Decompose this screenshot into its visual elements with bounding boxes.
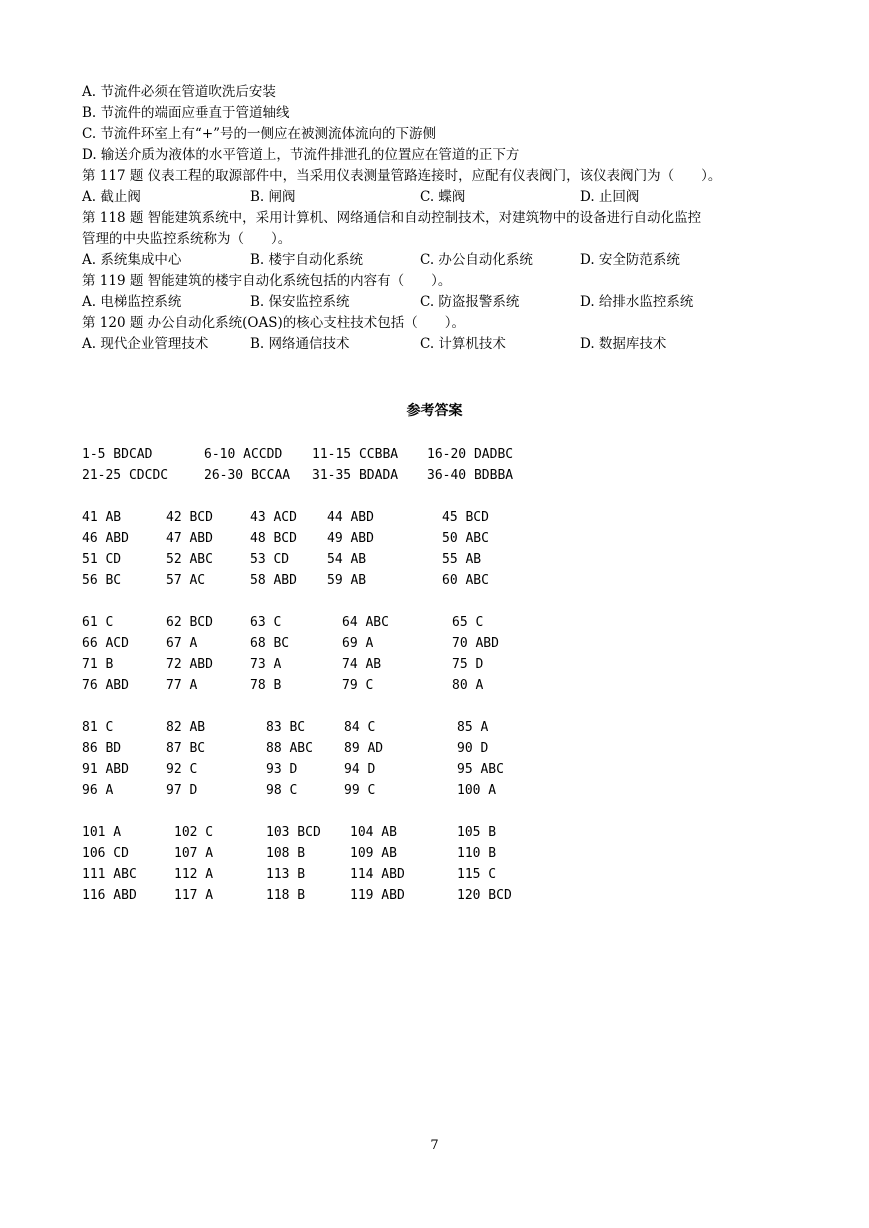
answer-entry: 80 A bbox=[452, 678, 484, 693]
answer-entry: 59 AB bbox=[327, 573, 367, 588]
answer-entry: 120 BCD bbox=[457, 888, 512, 903]
q120-option-a: A. 现代企业管理技术 bbox=[82, 336, 209, 352]
q120-option-b: B. 网络通信技术 bbox=[250, 336, 350, 352]
answer-entry: 85 A bbox=[457, 720, 489, 735]
answer-entry: 78 B bbox=[250, 678, 282, 693]
q118-stem-line1: 第 118 题 智能建筑系统中，采用计算机、网络通信和自动控制技术，对建筑物中的设备进行自动化监控 bbox=[82, 210, 702, 226]
answer-entry: 93 D bbox=[266, 762, 298, 777]
answer-entry: 6-10 ACCDD bbox=[204, 447, 283, 462]
answer-entry: 47 ABD bbox=[166, 531, 213, 546]
answer-entry: 87 BC bbox=[166, 741, 206, 756]
answer-entry: 60 ABC bbox=[442, 573, 489, 588]
answer-entry: 76 ABD bbox=[82, 678, 129, 693]
q118-stem-line2: 管理的中央监控系统称为（ ）。 bbox=[82, 231, 292, 247]
answer-entry: 98 C bbox=[266, 783, 298, 798]
answer-entry: 55 AB bbox=[442, 552, 482, 567]
q120-options bbox=[82, 334, 802, 355]
answer-entry: 16-20 DADBC bbox=[427, 447, 514, 462]
q118-option-c: C. 办公自动化系统 bbox=[420, 252, 533, 268]
answer-entry: 1-5 BDCAD bbox=[82, 447, 153, 462]
answer-entry: 112 A bbox=[174, 867, 214, 882]
answer-entry: 115 C bbox=[457, 867, 497, 882]
page-number: 7 bbox=[430, 1138, 439, 1153]
q117-option-c: C. 蝶阀 bbox=[420, 189, 466, 205]
answer-entry: 86 BD bbox=[82, 741, 122, 756]
answer-entry: 82 AB bbox=[166, 720, 206, 735]
answer-entry: 102 C bbox=[174, 825, 214, 840]
answer-entry: 21-25 CDCDC bbox=[82, 468, 169, 483]
q116-option-a: A. 节流件必须在管道吹洗后安装 bbox=[82, 84, 276, 100]
answer-entry: 56 BC bbox=[82, 573, 122, 588]
q116-option-c: C. 节流件环室上有“+”号的一侧应在被测流体流向的下游侧 bbox=[82, 126, 437, 142]
answer-entry: 96 A bbox=[82, 783, 114, 798]
answer-entry: 89 AD bbox=[344, 741, 384, 756]
answer-entry: 31-35 BDADA bbox=[312, 468, 399, 483]
answer-entry: 54 AB bbox=[327, 552, 367, 567]
answer-entry: 79 C bbox=[342, 678, 374, 693]
answer-entry: 95 ABC bbox=[457, 762, 504, 777]
answer-entry: 43 ACD bbox=[250, 510, 297, 525]
q116-option-b: B. 节流件的端面应垂直于管道轴线 bbox=[82, 105, 290, 121]
answer-entry: 108 B bbox=[266, 846, 306, 861]
answer-entry: 81 C bbox=[82, 720, 114, 735]
q119-stem: 第 119 题 智能建筑的楼宇自动化系统包括的内容有（ ）。 bbox=[82, 273, 452, 289]
answer-entry: 118 B bbox=[266, 888, 306, 903]
answer-entry: 58 ABD bbox=[250, 573, 297, 588]
answer-entry: 41 AB bbox=[82, 510, 122, 525]
answer-entry: 49 ABD bbox=[327, 531, 374, 546]
answer-entry: 74 AB bbox=[342, 657, 382, 672]
answer-entry: 42 BCD bbox=[166, 510, 213, 525]
answer-entry: 99 C bbox=[344, 783, 376, 798]
answer-entry: 103 BCD bbox=[266, 825, 321, 840]
answer-entry: 119 ABD bbox=[350, 888, 405, 903]
answer-entry: 75 D bbox=[452, 657, 484, 672]
answer-entry: 72 ABD bbox=[166, 657, 213, 672]
answer-entry: 101 A bbox=[82, 825, 122, 840]
answer-entry: 111 ABC bbox=[82, 867, 137, 882]
answer-entry: 109 AB bbox=[350, 846, 397, 861]
answer-entry: 48 BCD bbox=[250, 531, 297, 546]
answer-entry: 105 B bbox=[457, 825, 497, 840]
answer-entry: 44 ABD bbox=[327, 510, 374, 525]
q120-option-c: C. 计算机技术 bbox=[420, 336, 506, 352]
q119-option-c: C. 防盗报警系统 bbox=[420, 294, 520, 310]
q118-option-b: B. 楼宇自动化系统 bbox=[250, 252, 364, 268]
q118-option-a: A. 系统集成中心 bbox=[82, 252, 182, 268]
answer-entry: 57 AC bbox=[166, 573, 206, 588]
q120-option-d: D. 数据库技术 bbox=[580, 336, 667, 352]
q116-option-d: D. 输送介质为液体的水平管道上，节流件排泄孔的位置应在管道的正下方 bbox=[82, 147, 520, 163]
q117-option-a: A. 截止阀 bbox=[82, 189, 141, 205]
answer-entry: 106 CD bbox=[82, 846, 129, 861]
answer-entry: 94 D bbox=[344, 762, 376, 777]
answer-entry: 113 B bbox=[266, 867, 306, 882]
answer-entry: 63 C bbox=[250, 615, 282, 630]
question-section bbox=[82, 82, 802, 355]
answer-entry: 11-15 CCBBA bbox=[312, 447, 399, 462]
answer-entry: 67 A bbox=[166, 636, 198, 651]
q117-option-b: B. 闸阀 bbox=[250, 189, 296, 205]
q117-options bbox=[82, 187, 802, 208]
answer-entry: 107 A bbox=[174, 846, 214, 861]
q118-options bbox=[82, 250, 802, 271]
answer-entry: 88 ABC bbox=[266, 741, 313, 756]
answer-entry: 68 BC bbox=[250, 636, 290, 651]
answers-title: 参考答案 bbox=[406, 403, 463, 419]
q119-option-a: A. 电梯监控系统 bbox=[82, 294, 182, 310]
answer-entry: 36-40 BDBBA bbox=[427, 468, 514, 483]
answer-entry: 73 A bbox=[250, 657, 282, 672]
answer-entry: 114 ABD bbox=[350, 867, 405, 882]
answer-entry: 91 ABD bbox=[82, 762, 129, 777]
answer-entry: 45 BCD bbox=[442, 510, 489, 525]
answer-entry: 71 B bbox=[82, 657, 114, 672]
answer-entry: 83 BC bbox=[266, 720, 306, 735]
answer-entry: 53 CD bbox=[250, 552, 290, 567]
answer-entry: 117 A bbox=[174, 888, 214, 903]
q118-option-d: D. 安全防范系统 bbox=[580, 252, 680, 268]
q120-stem: 第 120 题 办公自动化系统(OAS)的核心支柱技术包括（ ）。 bbox=[82, 315, 465, 331]
answer-entry: 110 B bbox=[457, 846, 497, 861]
answer-entry: 51 CD bbox=[82, 552, 122, 567]
answer-entry: 46 ABD bbox=[82, 531, 129, 546]
answer-entry: 69 A bbox=[342, 636, 374, 651]
answer-entry: 77 A bbox=[166, 678, 198, 693]
answer-entry: 84 C bbox=[344, 720, 376, 735]
answer-entry: 26-30 BCCAA bbox=[204, 468, 291, 483]
answer-entry: 65 C bbox=[452, 615, 484, 630]
q119-options bbox=[82, 292, 802, 313]
answer-entry: 61 C bbox=[82, 615, 114, 630]
answer-entry: 64 ABC bbox=[342, 615, 389, 630]
answer-entry: 104 AB bbox=[350, 825, 397, 840]
answer-entry: 66 ACD bbox=[82, 636, 129, 651]
answer-entry: 52 ABC bbox=[166, 552, 213, 567]
q117-option-d: D. 止回阀 bbox=[580, 189, 640, 205]
answer-entry: 50 ABC bbox=[442, 531, 489, 546]
answer-entry: 90 D bbox=[457, 741, 489, 756]
q119-option-d: D. 给排水监控系统 bbox=[580, 294, 694, 310]
q119-option-b: B. 保安监控系统 bbox=[250, 294, 350, 310]
answer-entry: 116 ABD bbox=[82, 888, 137, 903]
answer-entry: 97 D bbox=[166, 783, 198, 798]
q117-stem: 第 117 题 仪表工程的取源部件中，当采用仪表测量管路连接时，应配有仪表阀门，该仪表阀门为（ ）。 bbox=[82, 168, 722, 184]
answer-entry: 62 BCD bbox=[166, 615, 213, 630]
answer-entry: 70 ABD bbox=[452, 636, 499, 651]
answer-entry: 92 C bbox=[166, 762, 198, 777]
answer-entry: 100 A bbox=[457, 783, 497, 798]
